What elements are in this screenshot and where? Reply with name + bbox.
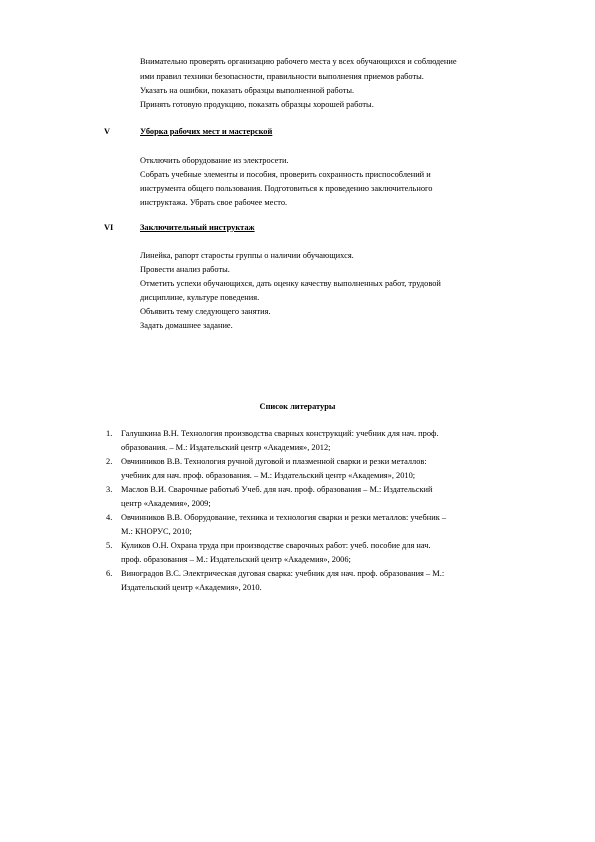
reference-number: 5. (106, 541, 113, 550)
references-title: Список литературы (259, 402, 336, 411)
reference-number: 4. (106, 513, 113, 522)
reference-number: 6. (106, 569, 113, 578)
section-vi-numeral: VI (104, 223, 114, 232)
reference-line: проф. образования – М.: Издательский центр «Академия», 2006; (121, 555, 351, 564)
reference-line: Виноградов В.С. Электрическая дуговая сварка: учебник для нач. проф. образования – М.: (121, 569, 445, 578)
body-line: Объявить тему следующего занятия. (140, 307, 271, 316)
reference-line: Овчинников В.В. Оборудование, техника и технология сварки и резки металлов: учебник – (121, 513, 447, 522)
body-line: инструмента общего пользования. Подготовиться к проведению заключительного (140, 184, 433, 193)
reference-line: Маслов В.И. Сварочные работы6 Учеб. для нач. проф. образования – М.: Издательский (121, 485, 433, 494)
reference-line: Овчинников В.В. Технология ручной дуговой и плазменной сварки и резки металлов: (121, 457, 427, 466)
section-v-numeral: V (104, 127, 111, 136)
body-line: Провести анализ работы. (140, 265, 230, 274)
reference-line: центр «Академия», 2009; (121, 499, 211, 508)
body-line: ими правил техники безопасности, правильности выполнения приемов работы. (140, 72, 424, 81)
reference-line: Издательский центр «Академия», 2010. (121, 583, 262, 592)
body-line: дисциплине, культуре поведения. (140, 293, 260, 302)
reference-line: М.: КНОРУС, 2010; (121, 527, 192, 536)
body-line: Внимательно проверять организацию рабочего места у всех обучающихся и соблюдение (140, 57, 457, 66)
body-line: Отключить оборудование из электросети. (140, 156, 289, 165)
reference-number: 3. (106, 485, 113, 494)
body-line: Принять готовую продукцию, показать образцы хорошей работы. (140, 100, 374, 109)
section-vi-heading: Заключительный инструктаж (140, 223, 255, 232)
body-line: инструктажа. Убрать свое рабочее место. (140, 198, 288, 207)
body-line: Отметить успехи обучающихся, дать оценку качеству выполненных работ, трудовой (140, 279, 441, 288)
reference-line: учебник для нач. проф. образования. – М.: Издательский центр «Академия», 2010; (121, 471, 416, 480)
reference-number: 1. (106, 429, 113, 438)
reference-line: образования. – М.: Издательский центр «Академия», 2012; (121, 443, 331, 452)
reference-line: Галушкина В.Н. Технология производства сварных конструкций: учебник для нач. проф. (121, 429, 439, 438)
section-v-heading: Уборка рабочих мест и мастерской (140, 127, 273, 136)
body-line: Собрать учебные элементы и пособия, проверить сохранность приспособлений и (140, 170, 431, 179)
reference-line: Куликов О.Н. Охрана труда при производстве сварочных работ: учеб. пособие для нач. (121, 541, 431, 550)
reference-number: 2. (106, 457, 113, 466)
body-line: Линейка, рапорт старосты группы о наличии обучающихся. (140, 251, 354, 260)
body-line: Задать домашнее задание. (140, 321, 233, 330)
body-line: Указать на ошибки, показать образцы выполненной работы. (140, 86, 355, 95)
